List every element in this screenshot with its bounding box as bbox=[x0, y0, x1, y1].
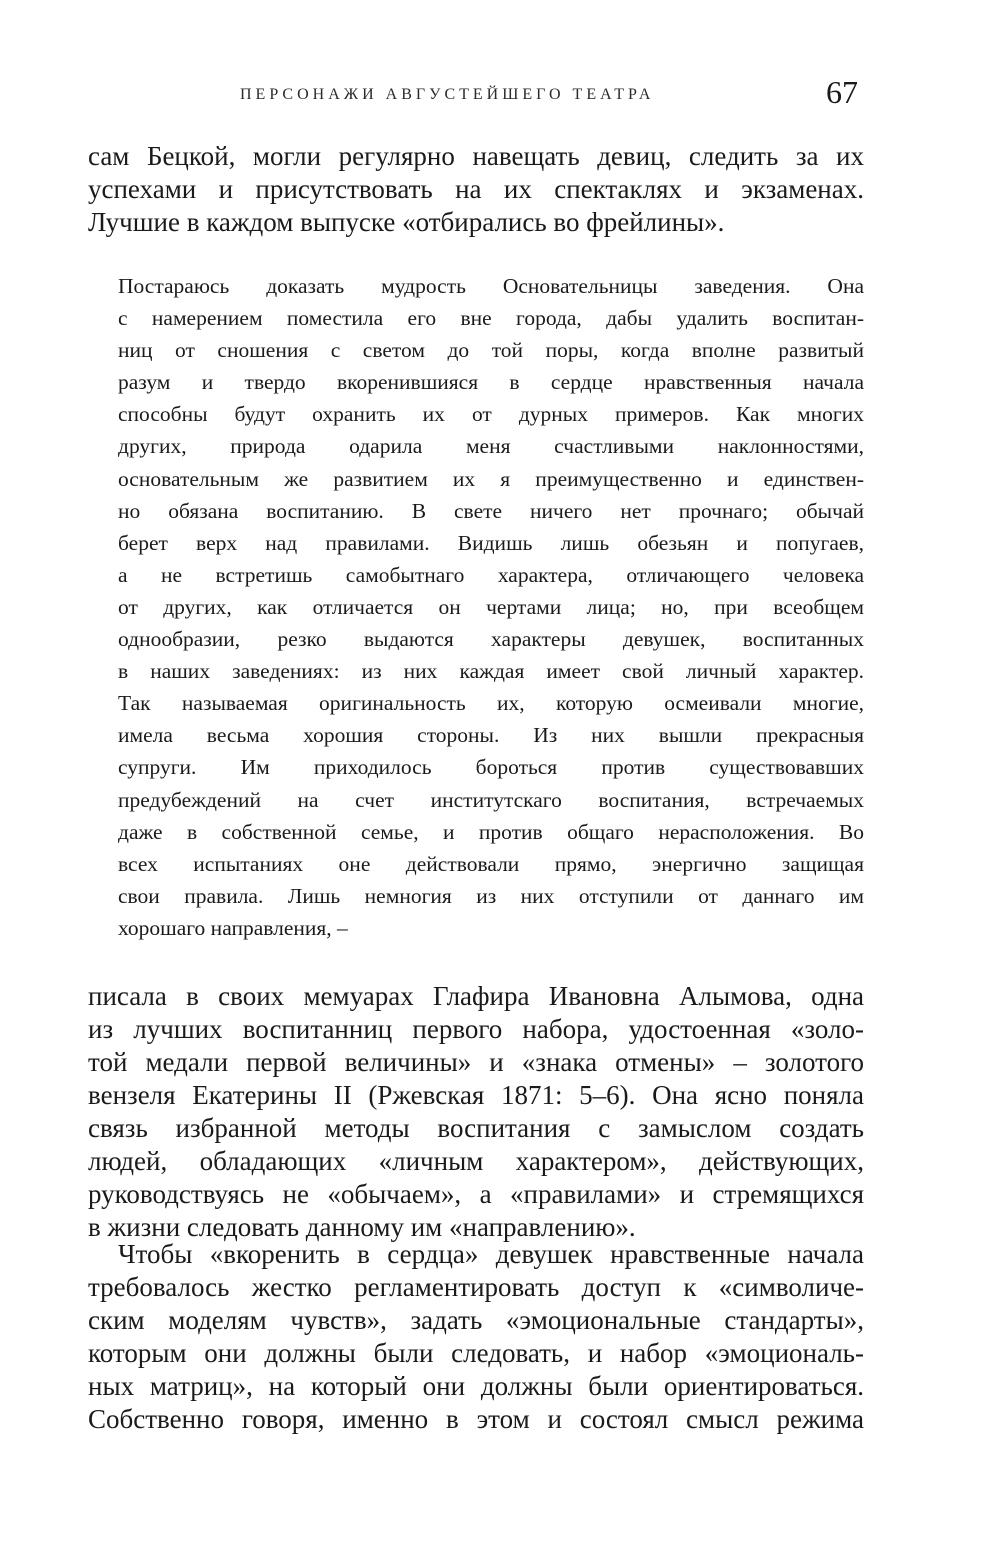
quote-line: Постараюсь доказать мудрость Основательницы заведения. Она bbox=[118, 274, 864, 298]
quote-line: супруги. Им приходилось бороться против существовавших bbox=[118, 755, 864, 780]
quote-line: берет верх над правилами. Видишь лишь обезьян и попугаев, bbox=[118, 530, 864, 555]
text-line: сам Бецкой, могли регулярно навещать девиц, следить за их bbox=[88, 141, 864, 171]
text-line: связь избранной методы воспитания с замыслом создать bbox=[88, 1113, 864, 1143]
text-line: из лучших воспитанниц первого набора, удостоенная «золо- bbox=[88, 1014, 864, 1044]
text-line: той медали первой величины» и «знака отмены» – золотого bbox=[88, 1047, 864, 1077]
page-number: 67 bbox=[826, 74, 858, 110]
text-line: ных матриц», на который они должны были ориентироваться. bbox=[88, 1371, 864, 1401]
quote-line: свои правила. Лишь немногия из них отступили от даннаго им bbox=[118, 883, 864, 908]
paragraph-new bbox=[88, 1238, 864, 1436]
quote-line: Так называемая оригинальность их, которую осмеивали многие, bbox=[118, 691, 864, 716]
text-line: людей, обладающих «личным характером», действующих, bbox=[88, 1146, 864, 1176]
text-line: в жизни следовать данному им «направлению». bbox=[88, 1212, 636, 1242]
quote-line: с намерением поместила его вне города, дабы удалить воспитан- bbox=[118, 306, 864, 331]
quote-line: хорошаго направления, – bbox=[118, 915, 348, 940]
quote-line: от других, как отличается он чертами лица; но, при всеобщем bbox=[118, 594, 864, 619]
text-line: Чтобы «вкоренить в сердца» девушек нравственные начала bbox=[118, 1239, 864, 1269]
text-line: руководствуясь не «обычаем», а «правилами» и стремящихся bbox=[88, 1179, 864, 1209]
text-line: вензеля Екатерины II (Ржевская 1871: 5–6). Она ясно поняла bbox=[88, 1080, 864, 1110]
text-line: успехами и присутствовать на их спектаклях и экзаменах. bbox=[88, 174, 864, 204]
text-line: требовалось жестко регламентировать доступ к «символиче- bbox=[88, 1272, 864, 1302]
paragraph-after-quote bbox=[88, 980, 864, 1244]
block-quote bbox=[118, 270, 864, 944]
quote-line: всех испытаниях оне действовали прямо, энергично защищая bbox=[118, 851, 864, 876]
quote-line: однообразии, резко выдаются характеры девушек, воспитанных bbox=[118, 627, 864, 652]
quote-line: ниц от сношения с светом до той поры, когда вполне развитый bbox=[118, 338, 864, 363]
quote-line: в наших заведениях: из них каждая имеет свой личный характер. bbox=[118, 659, 864, 684]
paragraph-continuation bbox=[88, 140, 864, 239]
quote-line: основательным же развитием их я преимущественно и единствен- bbox=[118, 466, 864, 491]
quote-line: а не встретишь самобытнаго характера, отличающего человека bbox=[118, 562, 864, 587]
running-title: ПЕРСОНАЖИ АВГУСТЕЙШЕГО ТЕАТРА bbox=[240, 86, 655, 103]
text-line: ским моделям чувств», задать «эмоциональные стандарты», bbox=[88, 1305, 864, 1335]
quote-line: имела весьма хорошия стороны. Из них вышли прекрасныя bbox=[118, 723, 864, 748]
quote-line: даже в собственной семье, и против общаго нерасположения. Во bbox=[118, 819, 864, 844]
quote-line: но обязана воспитанию. В свете ничего нет прочнаго; обычай bbox=[118, 498, 864, 523]
text-line: которым они должны были следовать, и набор «эмоциональ- bbox=[88, 1338, 864, 1368]
quote-line: разум и твердо вкоренившияся в сердце нравственныя начала bbox=[118, 370, 864, 395]
quote-line: других, природа одарила меня счастливыми наклонностями, bbox=[118, 434, 864, 459]
text-line: Лучшие в каждом выпуске «отбирались во фрейлины». bbox=[88, 207, 725, 237]
text-line: писала в своих мемуарах Глафира Ивановна Алымова, одна bbox=[88, 981, 864, 1011]
text-line: Собственно говоря, именно в этом и состоял смысл режима bbox=[88, 1404, 864, 1434]
quote-line: предубеждений на счет институтскаго воспитания, встречаемых bbox=[118, 787, 864, 812]
quote-line: способны будут охранить их от дурных примеров. Как многих bbox=[118, 402, 864, 427]
